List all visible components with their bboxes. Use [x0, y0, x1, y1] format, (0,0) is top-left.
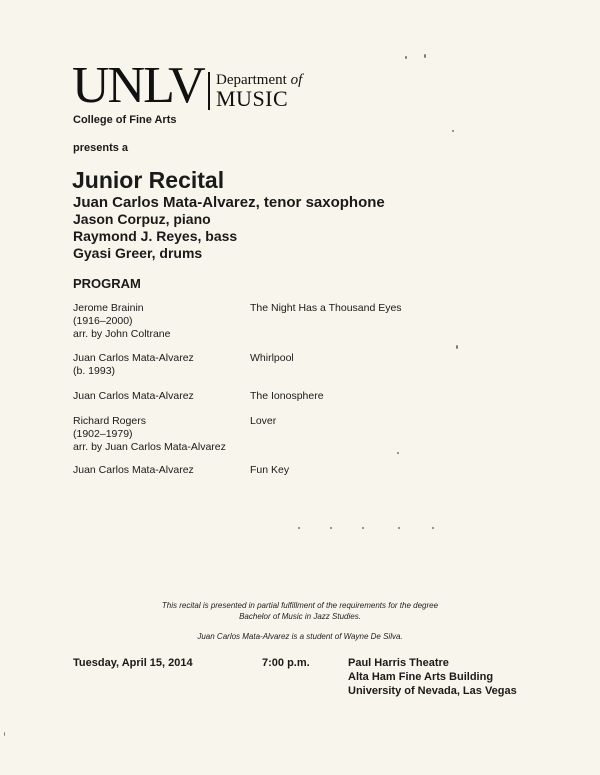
composer-line: (b. 1993)	[73, 365, 116, 377]
event-time: 7:00 p.m.	[262, 657, 310, 669]
work-title: Lover	[250, 415, 277, 427]
scan-speck	[456, 345, 458, 349]
work-title: The Night Has a Thousand Eyes	[250, 302, 402, 314]
composer-line: Juan Carlos Mata-Alvarez	[73, 390, 194, 402]
work-title: Fun Key	[250, 464, 290, 476]
logo-divider	[208, 72, 210, 110]
composer	[73, 352, 248, 378]
scan-speck	[397, 452, 399, 454]
composer-line: (1902–1979)	[73, 428, 133, 440]
composer-line: Richard Rogers	[73, 415, 146, 427]
performer-list	[73, 194, 385, 262]
composer-line: arr. by Juan Carlos Mata-Alvarez	[73, 441, 226, 453]
degree-fulfillment-note	[0, 600, 600, 622]
logo-department-prefix: Department	[216, 72, 287, 88]
scan-speck	[452, 130, 454, 132]
student-of-note: Juan Carlos Mata-Alvarez is a student of Wayne De Silva.	[197, 632, 403, 641]
composer-line: arr. by John Coltrane	[73, 328, 171, 340]
scan-speck	[298, 527, 300, 529]
performer-item: Gyasi Greer, drums	[73, 245, 203, 261]
venue-line: Paul Harris Theatre	[348, 657, 449, 669]
note-line: This recital is presented in partial fulfillment of the requirements for the degree	[161, 601, 439, 610]
performer-item: Jason Corpuz, piano	[73, 211, 211, 227]
scan-speck	[4, 732, 5, 736]
composer	[73, 464, 248, 477]
scan-speck	[398, 527, 400, 529]
performer-item: Juan Carlos Mata-Alvarez, tenor saxophone	[73, 194, 385, 211]
scan-speck	[432, 527, 434, 529]
composer	[73, 415, 248, 454]
composer-line: Jerome Brainin	[73, 302, 144, 314]
logo-wordmark: UNLV	[72, 57, 204, 114]
composer	[73, 390, 248, 403]
scan-speck	[405, 56, 407, 59]
logo-department-name: MUSIC	[216, 86, 289, 111]
program-heading: PROGRAM	[73, 276, 141, 291]
college-name: College of Fine Arts	[73, 114, 177, 126]
scan-speck	[330, 527, 332, 529]
venue-line: Alta Ham Fine Arts Building	[348, 671, 494, 683]
logo-department-of: of	[290, 72, 303, 88]
composer-line: (1916–2000)	[73, 315, 133, 327]
scan-speck	[362, 527, 364, 529]
presents-text: presents a	[73, 142, 129, 154]
venue-line: University of Nevada, Las Vegas	[348, 685, 517, 697]
scan-speck	[424, 54, 426, 58]
event-date: Tuesday, April 15, 2014	[73, 657, 193, 669]
composer	[73, 302, 248, 341]
performer-item: Raymond J. Reyes, bass	[73, 228, 238, 244]
event-venue	[348, 656, 517, 698]
composer-line: Juan Carlos Mata-Alvarez	[73, 464, 194, 476]
composer-line: Juan Carlos Mata-Alvarez	[73, 352, 194, 364]
work-title: Whirlpool	[250, 352, 294, 364]
work-title: The Ionosphere	[250, 390, 324, 402]
recital-title: Junior Recital	[72, 167, 225, 193]
note-line: Bachelor of Music in Jazz Studies.	[239, 612, 361, 621]
